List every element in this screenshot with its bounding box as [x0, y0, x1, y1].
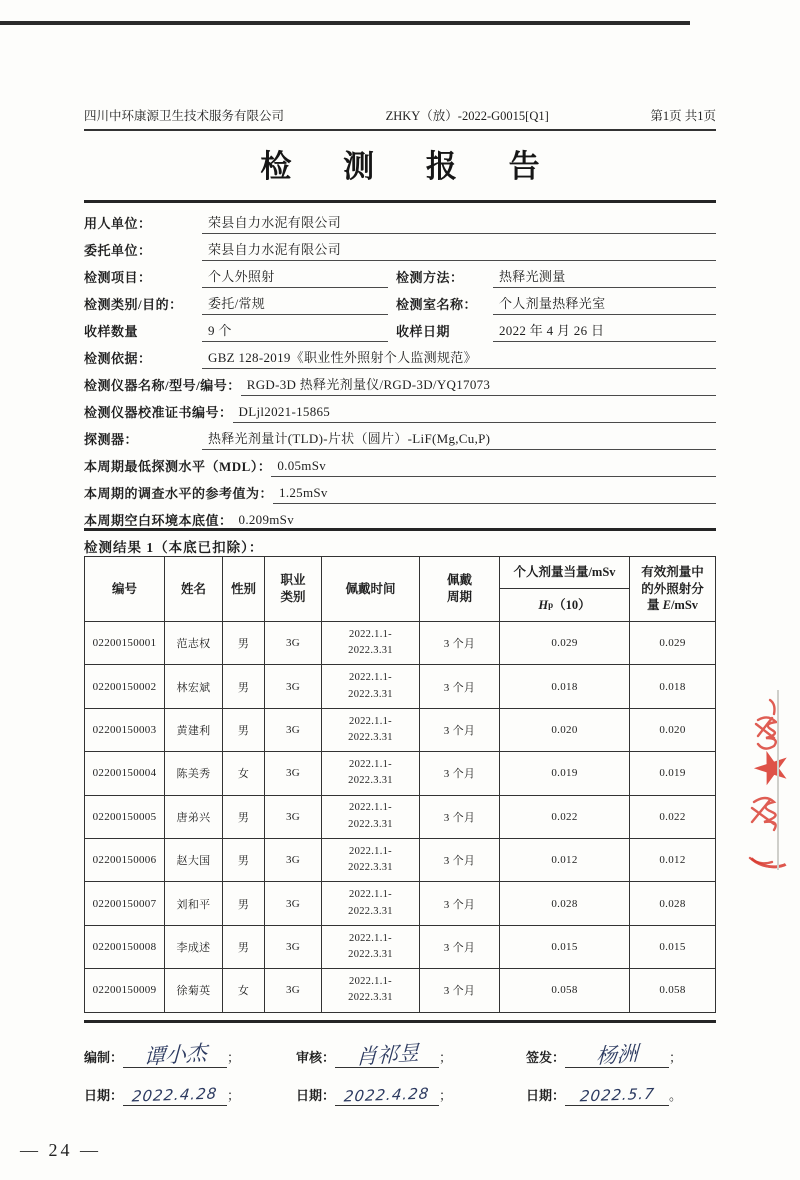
prepared-date: 2022.4.28 [131, 1084, 219, 1106]
field-value: 委托/常规 [202, 293, 388, 315]
cell-gender: 男 [223, 796, 265, 838]
cell-wear-period: 3 个月 [420, 622, 500, 664]
cell-effective-dose: 0.012 [659, 854, 686, 867]
dose-hp-label [500, 589, 629, 621]
cell-wear-period: 3 个月 [420, 796, 500, 838]
results-divider [84, 528, 716, 531]
page-indicator: 第1页 共1页 [650, 109, 716, 123]
cell-effective-dose: 0.058 [659, 984, 686, 997]
cell-effective-dose: 0.022 [659, 810, 686, 823]
company-name: 四川中环康源卫生技术服务有限公司 [84, 109, 285, 123]
separator: ； [439, 1088, 453, 1103]
column-header-period [420, 557, 500, 621]
cell-wear-time [322, 622, 420, 664]
cell-wear-time [322, 752, 420, 794]
field-value: 荣县自力水泥有限公司 [202, 239, 716, 261]
field-label: 收样日期 [396, 324, 451, 339]
issued-signature-line [565, 1041, 669, 1069]
dose-group-label: 个人剂量当量/mSv [500, 557, 629, 589]
field-label: 检测项目： [84, 270, 152, 285]
cell-job-class: 3G [265, 882, 322, 924]
wear-time-end: 2022.3.31 [348, 775, 393, 787]
cell-wear-period: 3 个月 [420, 839, 500, 881]
field-label: 检测类别/目的： [84, 297, 183, 312]
field-label: 检测室名称： [396, 297, 478, 312]
wear-time-start: 2022.1.1- [349, 889, 392, 901]
cell-gender: 男 [223, 622, 265, 664]
prepared-signature-line [123, 1040, 227, 1070]
field-label: 检测依据： [84, 351, 152, 366]
issued-date-block [526, 1085, 716, 1106]
wear-time-start: 2022.1.1- [349, 802, 392, 814]
cell-hp-dose: 0.058 [500, 969, 630, 1011]
field-label: 本周期最低探测水平（MDL）： [84, 459, 272, 474]
cell-person-name: 徐菊英 [165, 969, 223, 1011]
field-label: 检测仪器校准证书编号： [84, 405, 233, 420]
hp-argument: （10） [553, 597, 591, 612]
cell-gender: 女 [223, 752, 265, 794]
cell-effective-dose: 0.020 [659, 723, 686, 736]
field-value: 0.209mSv [233, 512, 716, 531]
hp-subscript: p [548, 599, 554, 610]
field-row [84, 207, 716, 234]
field-row [84, 342, 716, 369]
field-value: 2022 年 4 月 26 日 [493, 320, 716, 342]
prepared-by [84, 1040, 296, 1070]
effective-dose-line3-prefix: 量 [646, 598, 663, 613]
field-row [84, 261, 716, 288]
table-row [85, 881, 715, 924]
cell-wear-period: 3 个月 [420, 969, 500, 1011]
reviewed-date-line [335, 1086, 439, 1106]
cell-badge-id: 02200150008 [85, 926, 165, 968]
wear-time-end: 2022.3.31 [348, 818, 393, 830]
field-row [84, 450, 716, 477]
cell-wear-time [322, 926, 420, 968]
scan-artifact-bar [0, 21, 690, 25]
table-row [85, 925, 715, 968]
column-header-period-line2: 周期 [446, 590, 472, 604]
cell-badge-id: 02200150001 [85, 622, 165, 664]
cell-effective-dose: 0.029 [659, 637, 686, 650]
cell-job-class: 3G [265, 665, 322, 707]
field-value: 0.05mSv [271, 458, 716, 477]
cell-job-class: 3G [265, 752, 322, 794]
cell-effective-dose: 0.028 [659, 897, 686, 910]
cell-gender: 男 [223, 709, 265, 751]
results-table [84, 556, 716, 1013]
table-row [85, 708, 715, 751]
field-row [84, 396, 716, 423]
date-label: 日期： [296, 1088, 336, 1103]
cell-effective-dose: 0.018 [659, 680, 686, 693]
prepared-date-line [123, 1086, 227, 1106]
field-row [84, 315, 716, 342]
wear-time-start: 2022.1.1- [349, 845, 392, 857]
cell-badge-id: 02200150006 [85, 839, 165, 881]
wear-time-start: 2022.1.1- [349, 759, 392, 771]
reviewed-date: 2022.4.28 [343, 1084, 431, 1106]
cell-hp-dose: 0.012 [500, 839, 630, 881]
cell-badge-id: 02200150005 [85, 796, 165, 838]
document-header [84, 106, 716, 124]
separator: ； [227, 1050, 241, 1065]
document-number: ZHKY（放）-2022-G0015[Q1] [385, 109, 549, 123]
issued-label: 签发： [526, 1050, 566, 1065]
signature-row [84, 1028, 716, 1068]
cell-person-name: 林宏斌 [165, 665, 223, 707]
results-table-body [85, 621, 715, 1012]
cell-person-name: 范志权 [165, 622, 223, 664]
cell-gender: 男 [223, 882, 265, 924]
reviewed-date-block [296, 1085, 526, 1106]
wear-time-start: 2022.1.1- [349, 715, 392, 727]
table-header-row [85, 557, 715, 621]
field-label: 收样数量 [84, 324, 139, 339]
field-value: 热释光测量 [493, 266, 716, 288]
reviewed-label: 审核： [296, 1050, 336, 1065]
table-row [85, 751, 715, 794]
separator: ； [669, 1050, 683, 1065]
official-seal-stamp [746, 690, 800, 870]
page-edge-artifact [777, 690, 779, 870]
cell-job-class: 3G [265, 622, 322, 664]
cell-wear-time [322, 796, 420, 838]
date-label: 日期： [84, 1088, 124, 1103]
footer-divider [84, 1020, 716, 1023]
report-fields [84, 207, 716, 531]
cell-person-name: 李成述 [165, 926, 223, 968]
field-value: 1.25mSv [273, 485, 716, 504]
cell-job-class: 3G [265, 926, 322, 968]
table-row [85, 838, 715, 881]
field-label: 检测方法： [396, 270, 464, 285]
field-row [84, 477, 716, 504]
cell-wear-period: 3 个月 [420, 752, 500, 794]
cell-badge-id: 02200150007 [85, 882, 165, 924]
e-symbol: E [662, 598, 671, 613]
prepared-label: 编制： [84, 1050, 124, 1065]
issued-by [526, 1041, 716, 1069]
wear-time-end: 2022.3.31 [348, 688, 393, 700]
cell-wear-period: 3 个月 [420, 882, 500, 924]
cell-hp-dose: 0.028 [500, 882, 630, 924]
field-label: 委托单位： [84, 243, 152, 258]
hp-symbol: H [538, 597, 549, 612]
field-row [84, 234, 716, 261]
field-value: 热释光剂量计(TLD)-片状（圆片）-LiF(Mg,Cu,P) [202, 428, 716, 450]
cell-gender: 男 [223, 839, 265, 881]
field-row [84, 288, 716, 315]
wear-time-end: 2022.3.31 [348, 992, 393, 1004]
prepared-signature: 谭小杰 [143, 1040, 207, 1070]
column-header-dose [500, 557, 630, 621]
cell-job-class: 3G [265, 839, 322, 881]
cell-effective-dose: 0.015 [659, 940, 686, 953]
cell-job-class: 3G [265, 969, 322, 1011]
column-header-id: 编号 [85, 557, 165, 621]
separator: ； [439, 1050, 453, 1065]
wear-time-end: 2022.3.31 [348, 645, 393, 657]
cell-hp-dose: 0.019 [500, 752, 630, 794]
field-value: RGD-3D 热释光剂量仪/RGD-3D/YQ17073 [241, 374, 716, 396]
wear-time-end: 2022.3.31 [348, 862, 393, 874]
column-header-job [265, 557, 322, 621]
table-row [85, 621, 715, 664]
field-label: 检测仪器名称/型号/编号： [84, 378, 241, 393]
signature-block [84, 1028, 716, 1106]
cell-gender: 男 [223, 926, 265, 968]
field-row [84, 369, 716, 396]
cell-hp-dose: 0.022 [500, 796, 630, 838]
cell-person-name: 陈美秀 [165, 752, 223, 794]
cell-wear-time [322, 839, 420, 881]
cell-person-name: 唐弟兴 [165, 796, 223, 838]
cell-person-name: 赵大国 [165, 839, 223, 881]
field-label: 探测器： [84, 432, 139, 447]
field-value: 个人外照射 [202, 266, 388, 288]
cell-wear-period: 3 个月 [420, 926, 500, 968]
column-header-job-line2: 类别 [280, 590, 306, 604]
wear-time-start: 2022.1.1- [349, 628, 392, 640]
header-divider [84, 129, 716, 131]
column-header-name: 姓名 [165, 557, 223, 621]
cell-hp-dose: 0.015 [500, 926, 630, 968]
column-header-period-line1: 佩戴 [446, 573, 472, 588]
effective-dose-line1: 有效剂量中 [641, 564, 704, 579]
table-row [85, 664, 715, 707]
cell-wear-time [322, 709, 420, 751]
report-title: 检 测 报 告 [260, 149, 562, 184]
cell-person-name: 黄建利 [165, 709, 223, 751]
cell-effective-dose: 0.019 [659, 767, 686, 780]
cell-hp-dose: 0.020 [500, 709, 630, 751]
cell-job-class: 3G [265, 709, 322, 751]
results-section-title: 检测结果 1（本底已扣除）： [84, 540, 264, 555]
field-value: GBZ 128-2019《职业性外照射个人监测规范》 [202, 347, 716, 369]
issued-signature: 杨洲 [595, 1041, 639, 1069]
cell-badge-id: 02200150002 [85, 665, 165, 707]
cell-wear-time [322, 665, 420, 707]
field-value: 个人剂量热释光室 [493, 293, 716, 315]
reviewed-signature: 肖祁昱 [355, 1040, 419, 1070]
cell-wear-period: 3 个月 [420, 665, 500, 707]
table-row [85, 968, 715, 1011]
issued-date-line [565, 1086, 669, 1106]
cell-badge-id: 02200150004 [85, 752, 165, 794]
cell-gender: 男 [223, 665, 265, 707]
cell-badge-id: 02200150009 [85, 969, 165, 1011]
cell-wear-time [322, 882, 420, 924]
column-header-gender: 性别 [223, 557, 265, 621]
field-value: 荣县自力水泥有限公司 [202, 212, 716, 234]
field-value: DLjl2021-15865 [233, 404, 716, 423]
wear-time-end: 2022.3.31 [348, 948, 393, 960]
wear-time-end: 2022.3.31 [348, 731, 393, 743]
field-label: 用人单位： [84, 216, 152, 231]
effective-dose-unit: /mSv [670, 598, 699, 613]
date-row [84, 1068, 716, 1106]
effective-dose-line2: 的外照射分 [641, 581, 704, 596]
reviewed-signature-line [335, 1040, 439, 1070]
cell-hp-dose: 0.018 [500, 665, 630, 707]
prepared-date-block [84, 1085, 296, 1106]
separator: ； [227, 1088, 241, 1103]
wear-time-start: 2022.1.1- [349, 976, 392, 988]
column-header-effective-dose [630, 557, 715, 621]
title-divider [84, 200, 716, 203]
effective-dose-line3 [647, 597, 698, 614]
cell-job-class: 3G [265, 796, 322, 838]
table-row [85, 795, 715, 838]
field-row [84, 423, 716, 450]
cell-badge-id: 02200150003 [85, 709, 165, 751]
cell-wear-period: 3 个月 [420, 709, 500, 751]
cell-hp-dose: 0.029 [500, 622, 630, 664]
column-header-job-line1: 职业 [280, 573, 306, 588]
cell-person-name: 刘和平 [165, 882, 223, 924]
column-header-wear-time: 佩戴时间 [322, 557, 420, 621]
issued-date: 2022.5.7 [578, 1084, 656, 1106]
wear-time-start: 2022.1.1- [349, 672, 392, 684]
field-row [84, 504, 716, 531]
cell-wear-time [322, 969, 420, 1011]
field-label: 本周期的调查水平的参考值为： [84, 486, 274, 501]
field-value: 9 个 [202, 320, 388, 342]
field-label: 本周期空白环境本底值： [84, 513, 233, 528]
end-mark: 。 [669, 1088, 683, 1103]
reviewed-by [296, 1040, 526, 1070]
wear-time-start: 2022.1.1- [349, 932, 392, 944]
date-label: 日期： [526, 1088, 566, 1103]
page-number: — 24 — [20, 1140, 101, 1160]
cell-gender: 女 [223, 969, 265, 1011]
wear-time-end: 2022.3.31 [348, 905, 393, 917]
